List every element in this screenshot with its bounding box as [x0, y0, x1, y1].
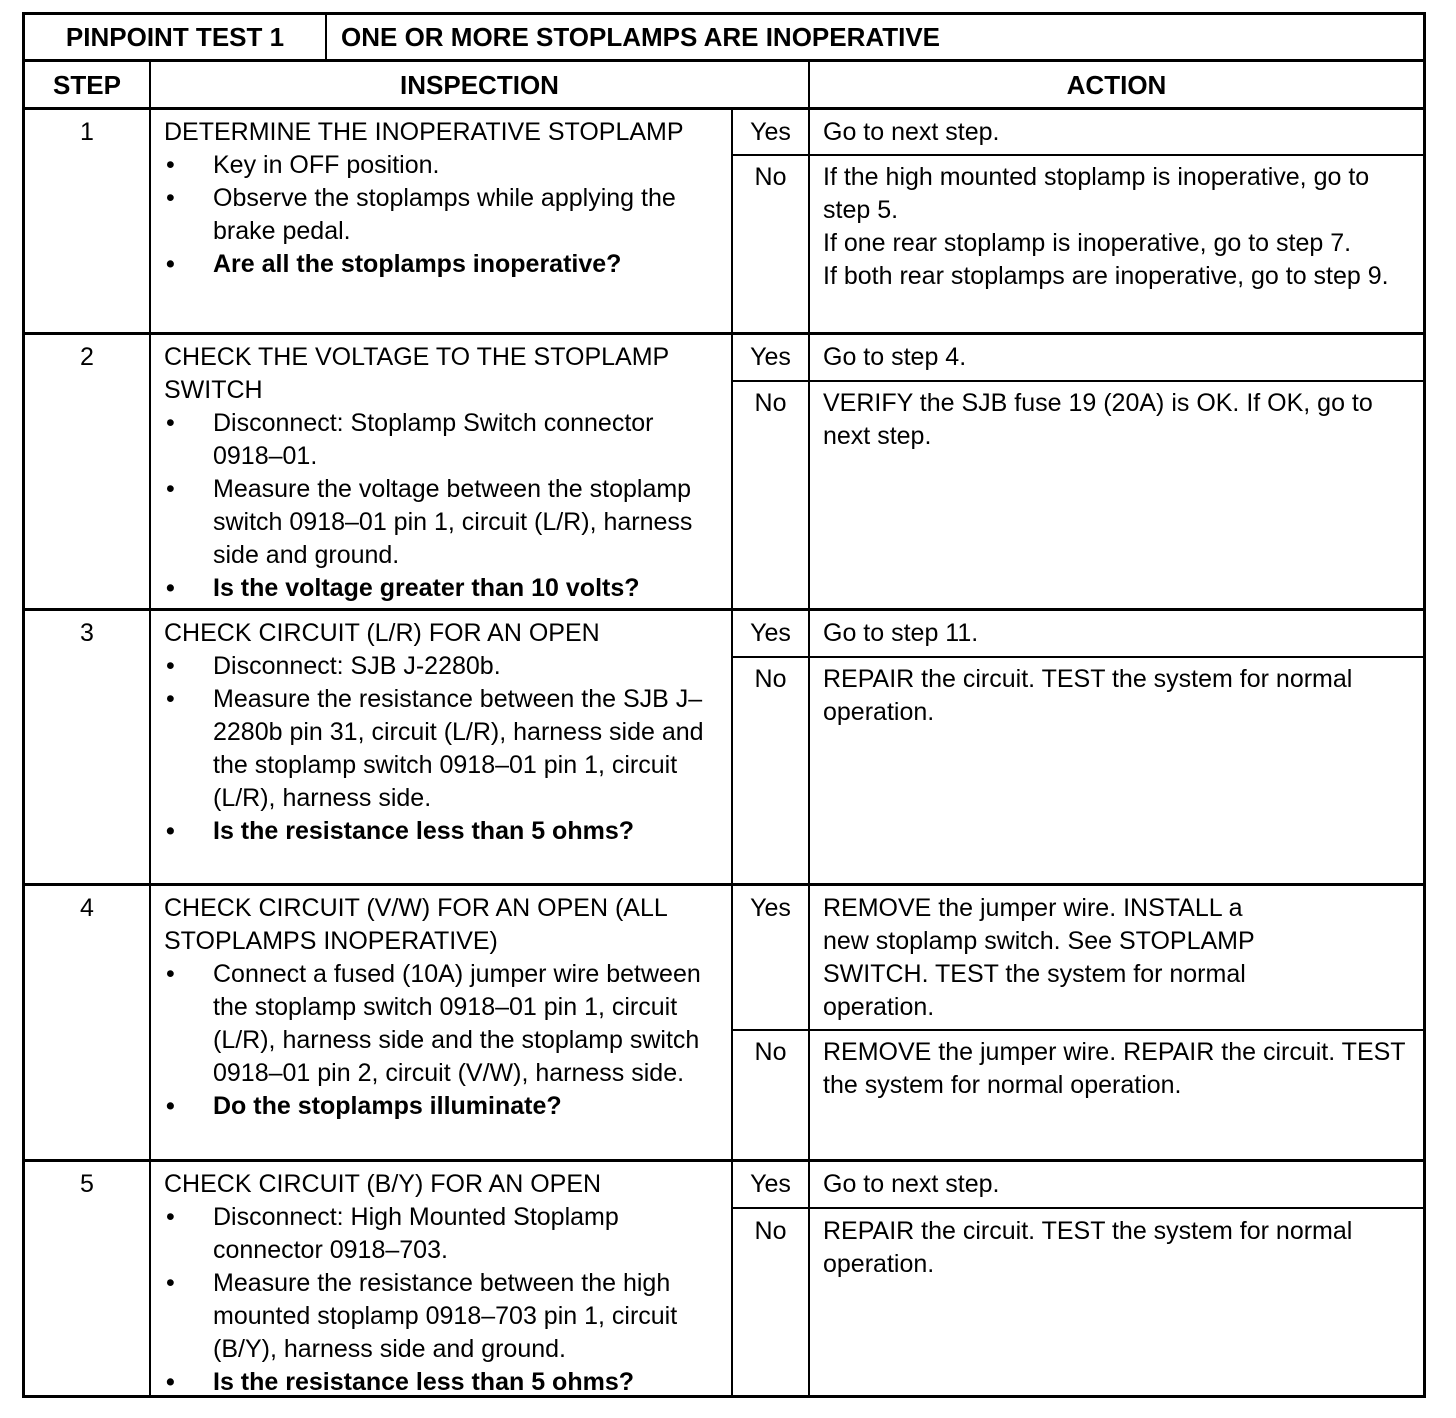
yes-no-cell [733, 1162, 810, 1395]
no-action: REPAIR the circuit. TEST the system for normal operation. [823, 1217, 1353, 1278]
no-label: No [754, 163, 787, 191]
inspection-cell [151, 611, 733, 883]
column-header-row [25, 62, 1423, 110]
no-action [810, 155, 1423, 332]
yes-action: Go to next step. [810, 1162, 1423, 1209]
table-row-step-2 [25, 335, 1423, 611]
inspection-cell [151, 110, 733, 332]
yes-label: Yes [733, 110, 808, 156]
inspection-bullet: • Key in OFF position. [164, 149, 725, 182]
yes-action: Go to step 4. [810, 335, 1423, 382]
pinpoint-test-table [22, 12, 1426, 1398]
inspection-question: • Is the voltage greater than 10 volts? [164, 572, 725, 605]
inspection-bullet: • Connect a fused (10A) jumper wire between the stoplamp switch 0918–01 pin 1, circuit (L/R), harness side and the stoplamp switch 0918–01 pin 2, circuit (V/W), harness side. [164, 958, 725, 1090]
inspection-bullet: • Measure the resistance between the high mounted stoplamp 0918–703 pin 1, circuit (B/Y), harness side and ground. [164, 1267, 725, 1366]
table-title-row [25, 15, 1423, 62]
no-label: No [754, 1038, 787, 1066]
step-number: 1 [25, 110, 151, 332]
inspection-bullet: • Disconnect: SJB J-2280b. [164, 650, 725, 683]
inspection-question: • Do the stoplamps illuminate? [164, 1090, 725, 1123]
yes-label: Yes [733, 886, 808, 1031]
action-cell [810, 110, 1423, 332]
yes-action: REMOVE the jumper wire. INSTALL a new stoplamp switch. See STOPLAMP SWITCH. TEST the system for normal operation. [810, 886, 1423, 1031]
action-cell [810, 611, 1423, 883]
inspection-title: CHECK THE VOLTAGE TO THE STOPLAMP SWITCH [164, 343, 669, 404]
inspection-title: CHECK CIRCUIT (L/R) FOR AN OPEN [164, 619, 600, 647]
no-action: REMOVE the jumper wire. REPAIR the circuit. TEST the system for normal operation. [823, 1038, 1406, 1099]
step-number: 5 [25, 1162, 151, 1395]
no-action-line: If both rear stoplamps are inoperative, go to step 9. [823, 262, 1389, 290]
inspection-question: • Is the resistance less than 5 ohms? [164, 815, 725, 848]
inspection-question: • Are all the stoplamps inoperative? [164, 248, 725, 281]
inspection-title: DETERMINE THE INOPERATIVE STOPLAMP [164, 118, 684, 146]
inspection-title: CHECK CIRCUIT (B/Y) FOR AN OPEN [164, 1170, 602, 1198]
no-label: No [754, 389, 787, 417]
test-label: PINPOINT TEST 1 [25, 15, 327, 59]
test-title: ONE OR MORE STOPLAMPS ARE INOPERATIVE [341, 22, 941, 52]
table-row-step-5 [25, 1162, 1423, 1395]
no-action-line: If one rear stoplamp is inoperative, go to step 7. [823, 229, 1352, 257]
step-number: 2 [25, 335, 151, 608]
yes-no-cell [733, 886, 810, 1159]
yes-no-cell [733, 611, 810, 883]
column-header-step: STEP [25, 62, 151, 107]
action-cell [810, 335, 1423, 608]
inspection-bullet: • Disconnect: Stoplamp Switch connector 0918–01. [164, 407, 725, 473]
inspection-bullet: • Measure the voltage between the stoplamp switch 0918–01 pin 1, circuit (L/R), harness side and ground. [164, 473, 725, 572]
yes-no-cell [733, 335, 810, 608]
yes-action: Go to next step. [810, 110, 1423, 156]
no-label: No [754, 1217, 787, 1245]
step-number: 3 [25, 611, 151, 883]
column-header-action: ACTION [1066, 70, 1167, 100]
inspection-cell [151, 886, 733, 1159]
no-action-line: If the high mounted stoplamp is inoperative, go to step 5. [823, 163, 1370, 224]
yes-no-cell [733, 110, 810, 332]
inspection-bullet: • Measure the resistance between the SJB J–2280b pin 31, circuit (L/R), harness side and the stoplamp switch 0918–01 pin 1, circuit (L/R), harness side. [164, 683, 725, 815]
no-label: No [754, 665, 787, 693]
no-action: VERIFY the SJB fuse 19 (20A) is OK. If OK, go to next step. [823, 389, 1373, 450]
yes-label: Yes [733, 611, 808, 658]
action-cell [810, 886, 1423, 1159]
action-cell [810, 1162, 1423, 1395]
inspection-cell [151, 335, 733, 608]
yes-action: Go to step 11. [810, 611, 1423, 658]
inspection-title: CHECK CIRCUIT (V/W) FOR AN OPEN (ALL STOPLAMPS INOPERATIVE) [164, 894, 667, 955]
step-number: 4 [25, 886, 151, 1159]
table-row-step-3 [25, 611, 1423, 886]
no-action: REPAIR the circuit. TEST the system for normal operation. [823, 665, 1353, 726]
inspection-question: • Is the resistance less than 5 ohms? [164, 1366, 725, 1399]
yes-label: Yes [733, 1162, 808, 1209]
table-row-step-4 [25, 886, 1423, 1162]
inspection-cell [151, 1162, 733, 1395]
table-row-step-1 [25, 110, 1423, 335]
inspection-bullet: • Disconnect: High Mounted Stoplamp connector 0918–703. [164, 1201, 725, 1267]
column-header-inspection: INSPECTION [151, 62, 810, 107]
inspection-bullet: • Observe the stoplamps while applying the brake pedal. [164, 182, 725, 248]
yes-label: Yes [733, 335, 808, 382]
